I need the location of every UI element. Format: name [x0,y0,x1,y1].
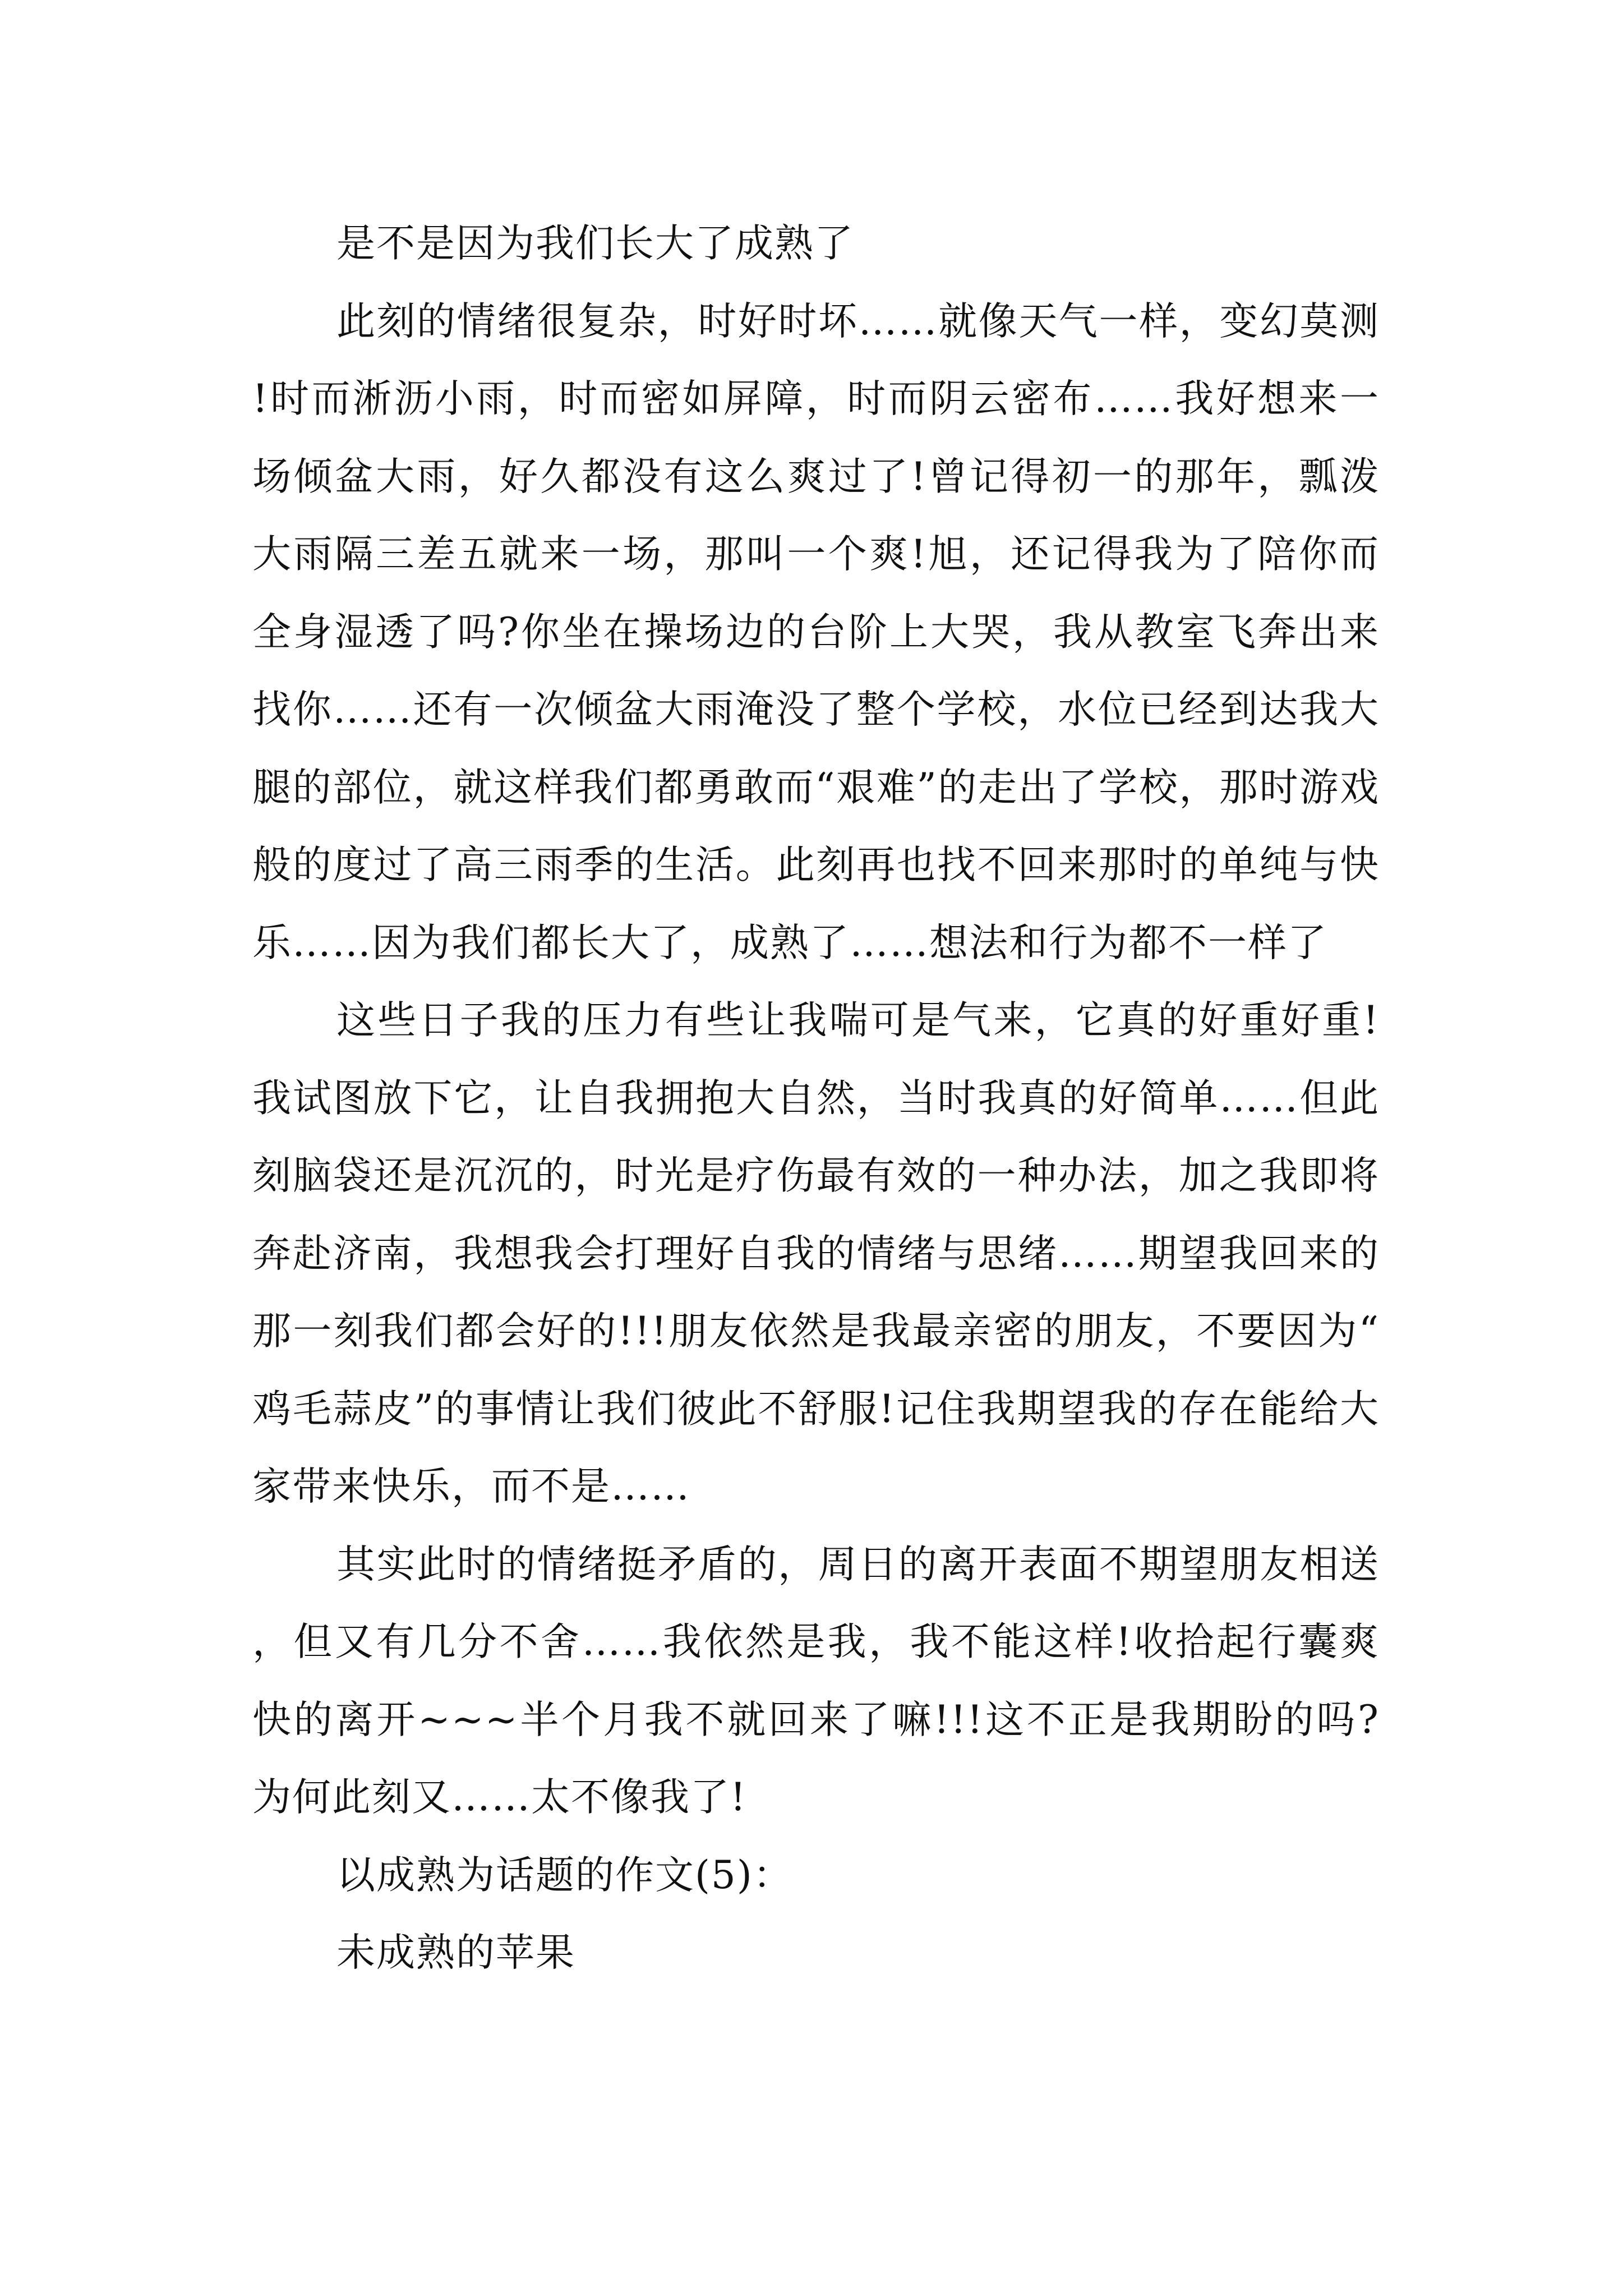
paragraph-title: 是不是因为我们长大了成熟了 [336,221,854,266]
paragraph-leaving: 其实此时的情绪挺矛盾的，周日的离开表面不期望朋友相送，但又有几分不舍……我依然是我，我不能这样!收拾起行囊爽快的离开~~~半个月我不就回来了嘛!!!这不正是我期盼的吗?为何此刻又……太不像我了! [252,1542,1380,1820]
paragraph-weather-memories: 此刻的情绪很复杂，时好时坏……就像天气一样，变幻莫测!时而淅沥小雨，时而密如屏障，时而阴云密布……我好想来一场倾盆大雨，好久都没有这么爽过了!曾记得初一的那年，瓢泼大雨隔三差五就来一场，那叫一个爽!旭，还记得我为了陪你而全身湿透了吗?你坐在操场边的台阶上大哭，我从教室飞奔出来找你……还有一次倾盆大雨淹没了整个学校，水位已经到达我大腿的部位，就这样我们都勇敢而“艰难”的走出了学校，那时游戏般的度过了高三雨季的生活。此刻再也找不回来那时的单纯与快乐……因为我们都长大了，成熟了……想法和行为都不一样了 [252,298,1380,965]
essay-subtitle: 未成熟的苹果 [336,1930,575,1975]
essay-heading: 以成熟为话题的作文(5)： [336,1852,793,1898]
document-body [252,205,1380,1992]
paragraph-pressure: 这些日子我的压力有些让我喘可是气来，它真的好重好重!我试图放下它，让自我拥抱大自然，当时我真的好简单……但此刻脑袋还是沉沉的，时光是疗伤最有效的一种办法，加之我即将奔赴济南，我想我会打理好自我的情绪与思绪……期望我回来的那一刻我们都会好的!!!朋友依然是我最亲密的朋友，不要因为“鸡毛蒜皮”的事情让我们彼此不舒服!记住我期望我的存在能给大家带来快乐，而不是…… [252,998,1380,1509]
